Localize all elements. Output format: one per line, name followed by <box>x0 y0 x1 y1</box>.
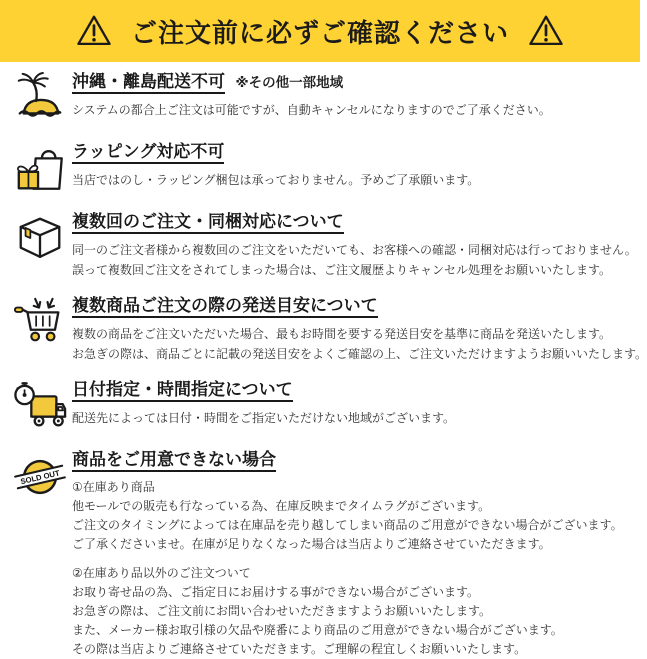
section-title: 複数商品ご注文の際の発送目安について <box>72 296 378 318</box>
body-line: 同一のご注文者様から複数回のご注文をいただいても、お客様への確認・同梱対応は行っておりません。 <box>72 243 637 257</box>
section-no-wrapping <box>8 140 634 196</box>
section-title: ラッピング対応不可 <box>72 142 224 164</box>
body-line: 配送先によっては日付・時間をご指定いただけない地域がございます。 <box>72 411 456 425</box>
body-line: また、メーカー様お取引様の欠品や廃番により商品のご用意ができない場合がございます。 <box>72 623 563 637</box>
body-line: システムの都合上ご注文は可能ですが、自動キャンセルになりますのでご了承ください。 <box>72 103 551 117</box>
block-heading: ①在庫あり商品 <box>72 480 155 494</box>
body-line: お急ぎの際は、ご注文前にお問い合わせいただきますようお願いいたします。 <box>72 604 492 618</box>
body-line: 他モールでの販売も行なっている為、在庫反映までタイムラグがございます。 <box>72 499 491 513</box>
section-shipping-estimate <box>8 294 647 364</box>
notice-banner <box>0 0 640 62</box>
warning-triangle-icon <box>75 12 113 50</box>
warning-triangle-icon <box>527 12 565 50</box>
body-line: お取り寄せ品の為、ご指定日にお届けする事ができない場合がございます。 <box>72 585 480 599</box>
package-box-icon <box>8 210 72 280</box>
shopping-cart-icon <box>8 294 72 364</box>
body-line: ご了承くださいませ。在庫が足りなくなった場合は当店よりご連絡させていただきます。 <box>72 537 551 551</box>
body-line: お急ぎの際は、商品ごとに記載の発送目安をよくご確認の上、ご注文いただけますようお願いいたします。 <box>72 347 647 361</box>
section-out-of-stock <box>8 448 634 659</box>
body-line: ご注文のタイミングによっては在庫品を売り越してしまい商品のご用意ができない場合がございます。 <box>72 518 623 532</box>
banner-title: ご注文前に必ずご確認ください <box>130 17 509 48</box>
gift-bag-icon <box>8 140 72 196</box>
body-line: 複数の商品をご注文いただいた場合、最もお時間を要する発送目安を基準に商品を発送いたします。 <box>72 327 612 341</box>
block-heading: ②在庫あり品以外のご注文ついて <box>72 566 251 580</box>
section-note: ※その他一部地域 <box>235 75 344 90</box>
body-line: 誤って複数回ご注文をされてしまった場合は、ご注文履歴よりキャンセル処理をお願いいたします。 <box>72 263 612 277</box>
body-line: 当店ではのし・ラッピング梱包は承っておりません。予めご了承願います。 <box>72 173 480 187</box>
section-title: 日付指定・時間指定について <box>72 380 293 402</box>
notice-sections <box>0 62 647 659</box>
section-combined-shipping <box>8 210 637 280</box>
delivery-truck-icon <box>8 378 72 434</box>
section-date-time <box>8 378 634 434</box>
section-title: 沖縄・離島配送不可 <box>72 72 225 94</box>
sold-out-stamp-icon <box>8 448 72 659</box>
section-title: 商品をご用意できない場合 <box>72 450 276 472</box>
sold-out-label: SOLD OUT <box>19 468 61 487</box>
island-palm-icon <box>8 70 72 126</box>
section-title: 複数回のご注文・同梱対応について <box>72 212 344 234</box>
body-line: その際は当店よりご連絡させていただきます。ご理解の程宜しくお願いいたします。 <box>72 642 527 656</box>
section-okinawa-shipping <box>8 70 634 126</box>
